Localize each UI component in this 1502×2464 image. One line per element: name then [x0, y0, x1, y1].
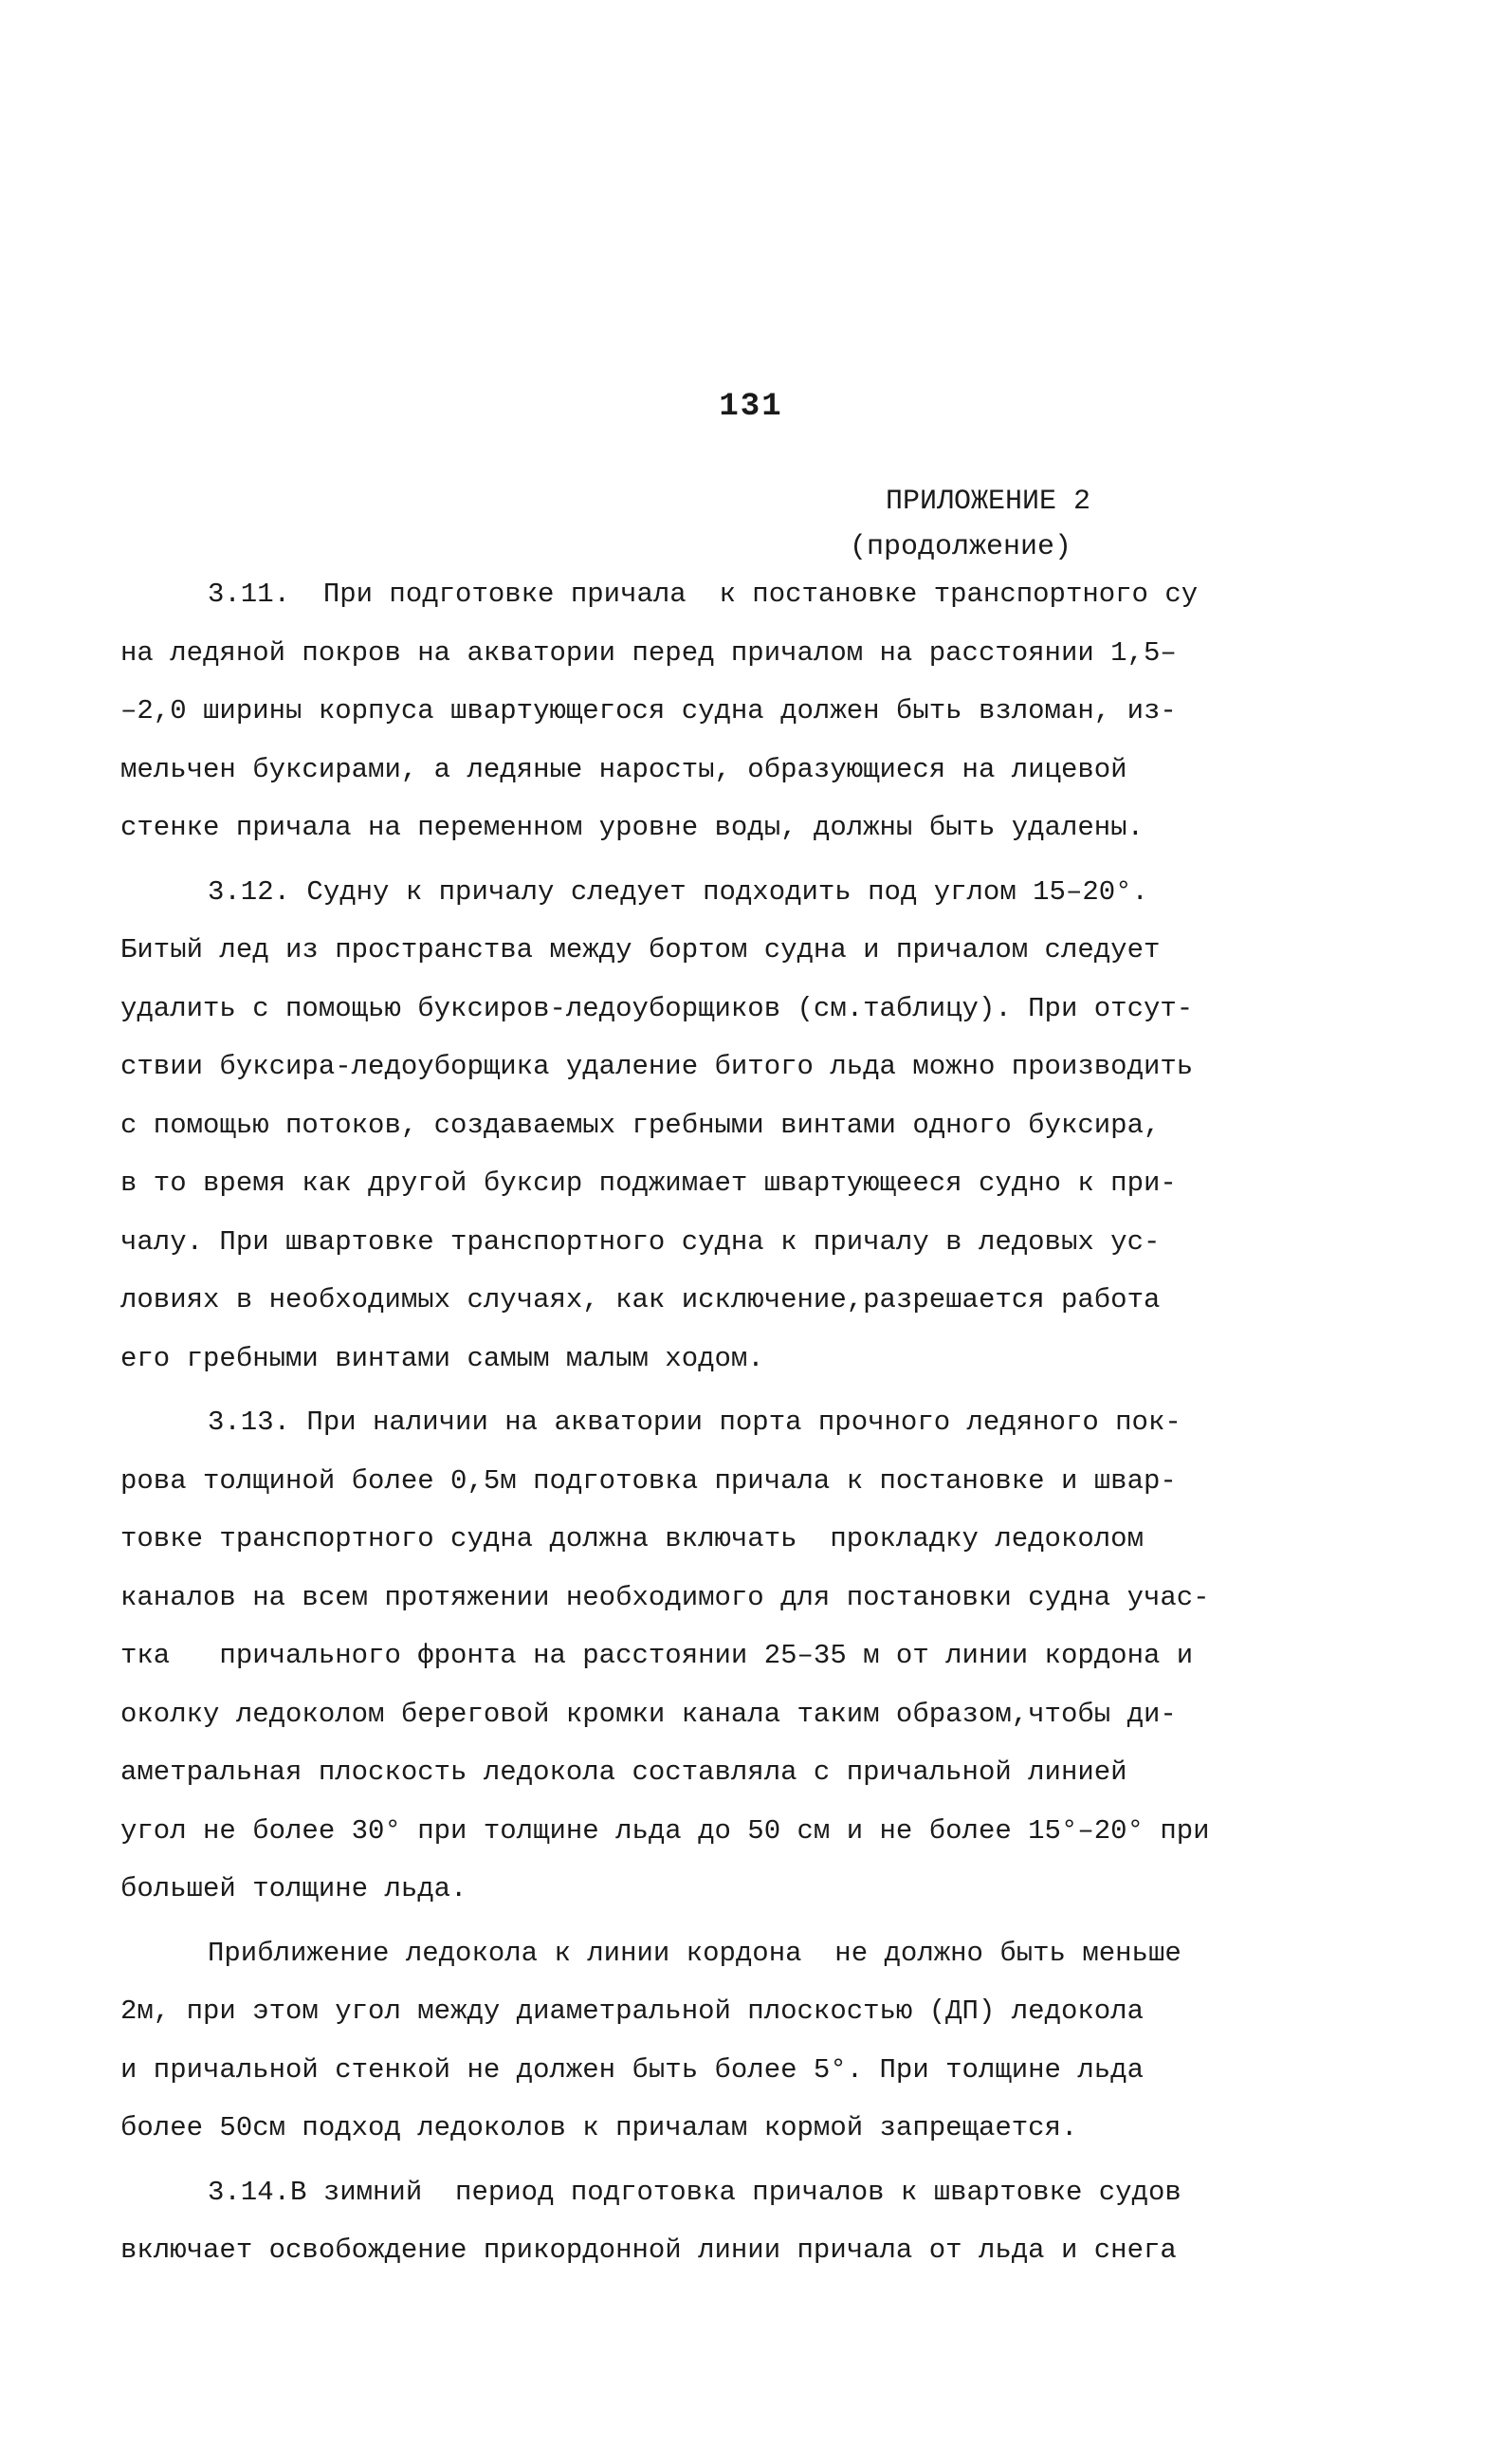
text-line: Приближение ледокола к линии кордона не должно быть меньше: [208, 1937, 1181, 1969]
paragraph-3-14: [120, 2163, 1315, 2280]
text-line: 3.14.В зимний период подготовка причалов к швартовке судов: [208, 2176, 1181, 2208]
text-line: стенке причала на переменном уровне воды, должны быть удалены.: [120, 812, 1144, 843]
text-line: на ледяной покров на акватории перед причалом на расстоянии 1,5–: [120, 636, 1177, 669]
text-line: мельчен буксирами, а ледяные наросты, образующиеся на лицевой: [120, 753, 1127, 785]
text-line: тка причального фронта на расстоянии 25–35 м от линии кордона и: [120, 1640, 1194, 1671]
text-line: ловиях в необходимых случаях, как исключение,разрешается работа: [120, 1284, 1161, 1315]
appendix-title: ПРИЛОЖЕНИЕ 2: [885, 486, 1090, 518]
text-line: большей толщине льда.: [120, 1873, 467, 1904]
text-line: 2м, при этом угол между диаметральной плоскостью (ДП) ледокола: [120, 1995, 1144, 2027]
paragraph-3-12: [120, 863, 1315, 1388]
text-line: –2,0 ширины корпуса швартующегося судна должен быть взломан, из-: [120, 695, 1177, 726]
paragraph-3-13: [120, 1393, 1315, 1919]
text-line: удалить с помощью буксиров-ледоуборщиков (см.таблицу). При отсут-: [120, 992, 1194, 1024]
text-line: товке транспортного судна должна включать прокладку ледоколом: [120, 1523, 1144, 1554]
text-line: каналов на всем протяжении необходимого для постановки судна учас-: [120, 1581, 1210, 1613]
text-line: его гребными винтами самым малым ходом.: [120, 1342, 764, 1374]
text-line: с помощью потоков, создаваемых гребными винтами одного буксира,: [120, 1109, 1161, 1141]
paragraph-3-11: [120, 565, 1315, 857]
text-line: более 50см подход ледоколов к причалам кормой запрещается.: [120, 2112, 1078, 2143]
text-line: и причальной стенкой не должен быть более 5°. При толщине льда: [120, 2053, 1144, 2086]
text-line: включает освобождение прикордонной линии причала от льда и снега: [120, 2234, 1177, 2266]
text-line: в то время как другой буксир поджимает швартующееся судно к при-: [120, 1168, 1177, 1199]
text-line: угол не более 30° при толщине льда до 50 см и не более 15°–20° при: [120, 1814, 1210, 1847]
text-line: рова толщиной более 0,5м подготовка причала к постановке и швар-: [120, 1464, 1177, 1497]
appendix-subtitle: (продолжение): [849, 531, 1072, 563]
paragraph-3-13-continued: [120, 1924, 1315, 2158]
page-number: 131: [719, 389, 783, 425]
text-line: 3.11. При подготовке причала к постановке транспортного су: [208, 579, 1199, 610]
text-line: Битый лед из пространства между бортом судна и причалом следует: [120, 934, 1161, 965]
text-line: чалу. При швартовке транспортного судна к причалу в ледовых ус-: [120, 1225, 1161, 1258]
body-text: [120, 565, 1315, 2286]
appendix-header: [844, 479, 1090, 570]
text-line: ствии буксира-ледоуборщика удаление битого льда можно производить: [120, 1051, 1194, 1082]
text-line: аметральная плоскость ледокола составляла с причальной линией: [120, 1756, 1127, 1788]
text-line: околку ледоколом береговой кромки канала таким образом,чтобы ди-: [120, 1698, 1177, 1730]
text-line: 3.13. При наличии на акватории порта прочного ледяного пок-: [208, 1407, 1181, 1438]
text-line: 3.12. Судну к причалу следует подходить под углом 15–20°.: [208, 875, 1148, 908]
